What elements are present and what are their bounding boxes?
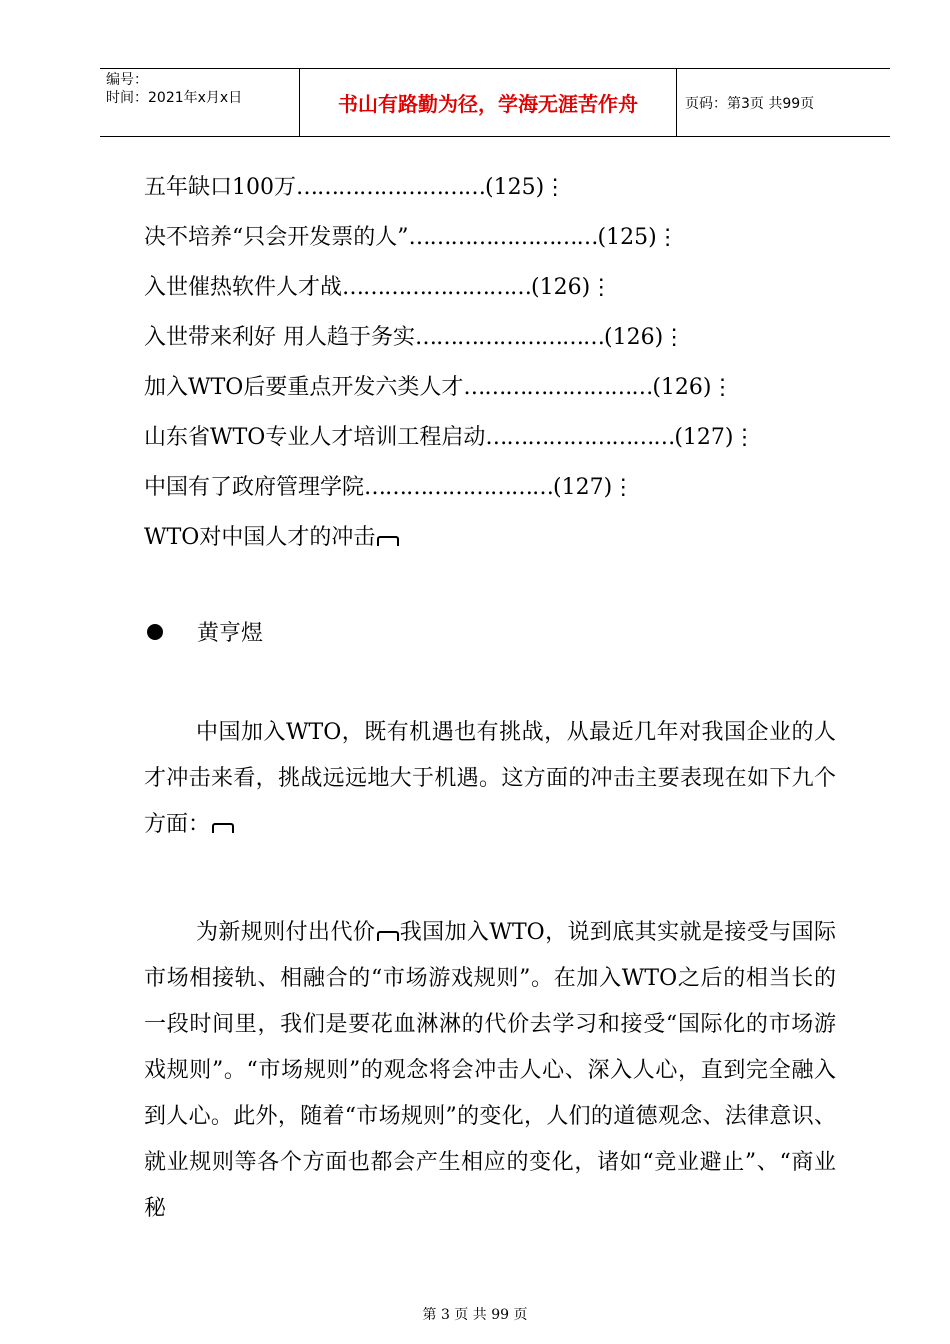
paragraph-mark-icon (212, 823, 234, 833)
toc-leader: ……………………… (463, 375, 653, 400)
toc-entry[interactable] (144, 170, 864, 220)
toc-tail-mark: ⋮ (590, 275, 613, 300)
toc-page: (125) (597, 225, 657, 250)
toc-leader: ……………………… (342, 275, 532, 300)
toc-page: (126) (604, 325, 664, 350)
header-page-info: 页码：第3页 共99页 (685, 95, 815, 112)
toc-page: (126) (531, 275, 591, 300)
paragraph-mark-icon (377, 536, 399, 546)
toc-tail-mark: ⋮ (733, 425, 756, 450)
toc-tail-mark: ⋮ (711, 375, 734, 400)
time-label: 时间：2021年x月x日 (106, 90, 243, 106)
toc-leader: ……………………… (415, 325, 604, 350)
toc-entry[interactable] (144, 270, 864, 320)
toc-title: 决不培养“只会开发票的人” (144, 225, 409, 250)
toc-title: 入世催热软件人才战 (144, 275, 343, 300)
toc-leader: ……………………… (364, 475, 554, 500)
header-motto: 书山有路勤为径，学海无涯苦作舟 (300, 69, 677, 136)
body-paragraph (144, 910, 836, 1232)
body-paragraph (144, 710, 836, 848)
toc-entry[interactable] (144, 220, 864, 270)
toc-entry[interactable] (144, 320, 864, 370)
table-of-contents (144, 170, 864, 570)
page-footer: 第 3 页 共 99 页 (422, 1307, 528, 1323)
toc-entry[interactable] (144, 520, 864, 570)
author-name: 黄亨煜 (197, 621, 264, 646)
toc-entry[interactable] (144, 420, 864, 470)
toc-page: (127) (674, 425, 734, 450)
toc-entry[interactable] (144, 470, 864, 520)
toc-title: 加入WTO后要重点开发六类人才 (144, 375, 464, 400)
toc-title: 入世带来利好 用人趋于务实 (144, 325, 415, 350)
toc-tail-mark: ⋮ (544, 175, 567, 200)
toc-title: 五年缺口100万 (144, 175, 296, 200)
toc-title: 山东省WTO专业人才培训工程启动 (144, 425, 486, 450)
toc-page: (125) (485, 175, 545, 200)
toc-tail-mark: ⋮ (663, 325, 686, 350)
toc-title: WTO对中国人才的冲击 (144, 525, 376, 550)
toc-entry[interactable] (144, 370, 864, 420)
toc-title: 中国有了政府管理学院 (144, 475, 365, 500)
paragraph-heading: 为新规则付出代价 (196, 920, 376, 945)
header-meta (100, 69, 300, 136)
toc-leader: ……………………… (408, 225, 598, 250)
toc-tail-mark: ⋮ (612, 475, 635, 500)
toc-page: (127) (553, 475, 613, 500)
serial-label: 编号： (106, 72, 148, 88)
paragraph-mark-icon (377, 931, 399, 941)
bullet-icon (147, 624, 163, 640)
page-header (100, 68, 890, 137)
toc-page: (126) (652, 375, 712, 400)
paragraph-text: 我国加入WTO，说到底其实就是接受与国际市场相接轨、相融合的“市场游戏规则”。在加入WTO之后的相当长的一段时间里，我们是要花血淋淋的代价去学习和接受“国际化的市场游戏规则”。“市场规则”的观念将会冲击人心、深入人心，直到完全融入到人心。此外，随着“市场规则”的变化，人们的道德观念、法律意识、就业规则等各个方面也都会产生相应的变化，诸如“竞业避止”、“商业秘 (144, 920, 836, 1221)
toc-tail-mark: ⋮ (656, 225, 679, 250)
toc-leader: ……………………… (296, 175, 485, 200)
toc-leader: ……………………… (485, 425, 675, 450)
author-line (144, 616, 263, 647)
paragraph-text: 中国加入WTO，既有机遇也有挑战，从最近几年对我国企业的人才冲击来看，挑战远远地大于机遇。这方面的冲击主要表现在如下九个方面： (144, 720, 836, 837)
